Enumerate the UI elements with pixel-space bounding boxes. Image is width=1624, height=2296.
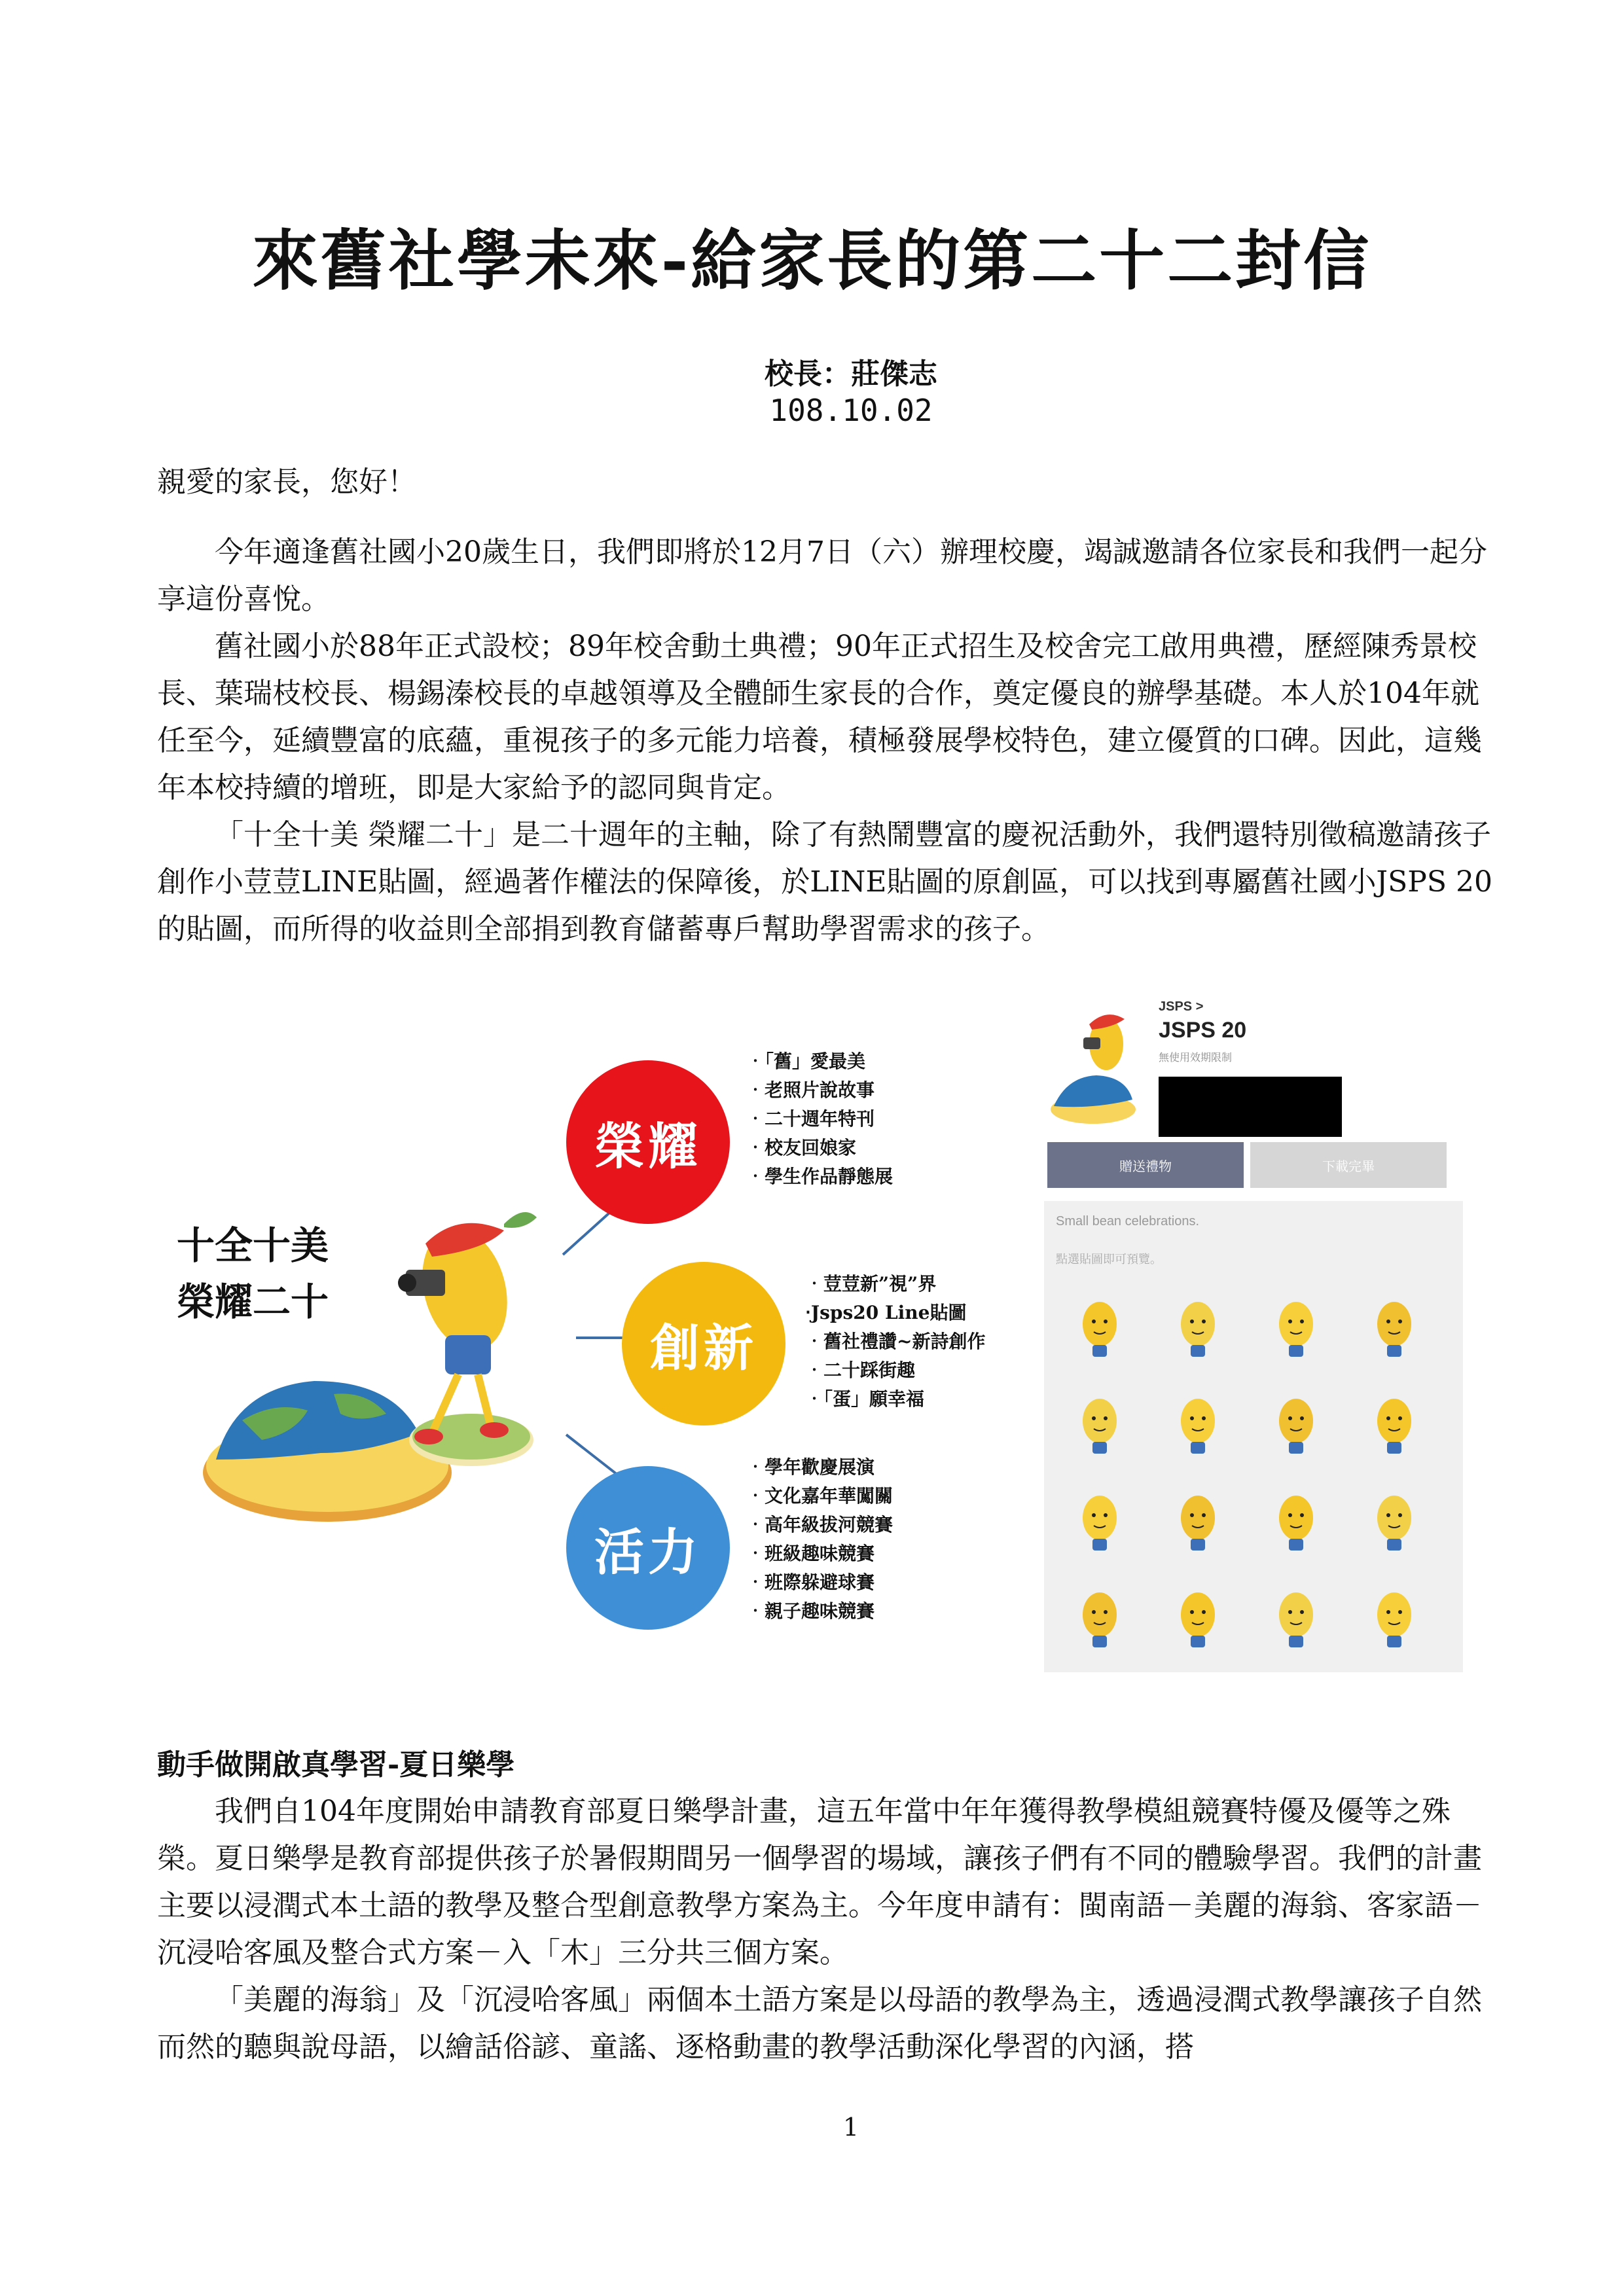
sticker-item[interactable] — [1358, 1486, 1430, 1558]
sticker-item[interactable] — [1064, 1390, 1136, 1462]
redacted-block — [1159, 1077, 1342, 1137]
sticker-validity-note: 無使用效期限制 — [1159, 1052, 1233, 1064]
innovation-activity-list — [805, 1270, 985, 1414]
sticker-item[interactable] — [1064, 1583, 1136, 1655]
slogan-line: 十全十美 — [177, 1223, 329, 1268]
list-item: ‧親子趣味競賽 — [746, 1600, 875, 1622]
sticker-set-name: JSPS 20 — [1159, 1018, 1247, 1043]
list-item: ‧「舊」愛最美 — [746, 1050, 866, 1072]
letter-date: 108.10.02 — [769, 393, 933, 428]
sticker-item[interactable] — [1162, 1390, 1234, 1462]
principal-name: 校長：莊傑志 — [765, 357, 937, 391]
sticker-item[interactable] — [1064, 1486, 1136, 1558]
document-title: 來舊社學未來-給家長的第二十二封信 — [252, 222, 1372, 299]
list-item: ‧荳荳新”視”界 — [805, 1273, 937, 1295]
sticker-item[interactable] — [1162, 1583, 1234, 1655]
sticker-item[interactable] — [1260, 1486, 1332, 1558]
page-number: 1 — [842, 2113, 859, 2142]
sticker-header — [1034, 985, 1466, 1155]
sticker-grid — [1044, 1201, 1463, 1672]
sticker-item[interactable] — [1260, 1293, 1332, 1365]
sticker-item[interactable] — [1162, 1293, 1234, 1365]
sticker-item[interactable] — [1358, 1583, 1430, 1655]
list-item: ‧舊社禮讚~新詩創作 — [805, 1331, 986, 1352]
sticker-author[interactable]: JSPS > — [1159, 999, 1204, 1014]
sticker-thumbnail — [1047, 998, 1152, 1129]
line-sticker-panel — [1034, 985, 1466, 1679]
list-item: ‧班際躲避球賽 — [746, 1571, 875, 1593]
section-heading: 動手做開啟真學習-夏日樂學 — [157, 1748, 515, 1782]
vitality-activity-list — [746, 1453, 893, 1626]
list-item: ‧老照片說故事 — [746, 1079, 875, 1101]
sticker-item[interactable] — [1260, 1390, 1332, 1462]
list-item: ‧高年級拔河競賽 — [746, 1514, 893, 1535]
list-item: ‧二十踩街趣 — [805, 1359, 916, 1381]
slogan-line: 榮耀二十 — [177, 1280, 329, 1324]
list-item: ‧Jsps20 Line貼圖 — [805, 1302, 967, 1323]
gift-button[interactable]: 贈送禮物 — [1047, 1142, 1244, 1188]
list-item: ‧二十週年特刊 — [746, 1108, 875, 1130]
list-item: ‧校友回娘家 — [746, 1137, 857, 1158]
paragraph: 「美麗的海翁」及「沉浸哈客風」兩個本土語方案是以母語的教學為主，透過浸潤式教學讓孩子自然而然的聽與說母語，以繪話俗諺、童謠、逐格動畫的教學活動深化學習的內涵，搭 — [157, 1983, 1482, 2064]
paragraph: 「十全十美 榮耀二十」是二十週年的主軸，除了有熱鬧豐富的慶祝活動外，我們還特別徵稿邀請孩子創作小荳荳LINE貼圖，經過著作權法的保障後，於LINE貼圖的原創區，可以找到專屬舊社國小JSPS 20的貼圖，而所得的收益則全部捐到教育儲蓄專戶幫助學習需求的孩子。 — [157, 818, 1492, 946]
section-body — [157, 1788, 1492, 2071]
glory-activity-list — [746, 1047, 893, 1191]
sticker-item[interactable] — [1358, 1390, 1430, 1462]
node-circle-innovation: 創新 — [622, 1262, 785, 1426]
mascot-illustration — [196, 1185, 563, 1538]
celebration-diagram — [157, 995, 1015, 1662]
greeting: 親愛的家長，您好！ — [157, 465, 416, 499]
sticker-hint: 點選貼圖即可預覽。 — [1056, 1253, 1162, 1266]
list-item: ‧學生作品靜態展 — [746, 1166, 893, 1187]
sticker-caption: Small bean celebrations. — [1056, 1214, 1200, 1229]
paragraph: 今年適逢舊社國小20歲生日，我們即將於12月7日（六）辦理校慶，竭誠邀請各位家長和我們一起分享這份喜悅。 — [157, 535, 1487, 616]
sticker-item[interactable] — [1162, 1486, 1234, 1558]
list-item: ‧「蛋」願幸福 — [805, 1388, 925, 1410]
node-circle-glory: 榮耀 — [566, 1060, 730, 1224]
node-circle-vitality: 活力 — [566, 1466, 730, 1630]
sticker-item[interactable] — [1064, 1293, 1136, 1365]
paragraph: 我們自104年度開始申請教育部夏日樂學計畫，這五年當中年年獲得教學模組競賽特優及優等之殊榮。夏日樂學是教育部提供孩子於暑假期間另一個學習的場域，讓孩子們有不同的體驗學習。我們的計畫主要以浸潤式本土語的教學及整合型創意教學方案為主。今年度申請有：閩南語－美麗的海翁、客家語－沉浸哈客風及整合式方案－入「木」三分共三個方案。 — [157, 1795, 1482, 1969]
paragraph: 舊社國小於88年正式設校；89年校舍動土典禮；90年正式招生及校舍完工啟用典禮，歷經陳秀景校長、葉瑞枝校長、楊錫溱校長的卓越領導及全體師生家長的合作，奠定優良的辦學基礎。本人於104年就任至今，延續豐富的底蘊，重視孩子的多元能力培養，積極發展學校特色，建立優質的口碑。因此，這幾年本校持續的增班，即是大家給予的認同與肯定。 — [157, 630, 1482, 804]
list-item: ‧學年歡慶展演 — [746, 1456, 875, 1478]
list-item: ‧班級趣味競賽 — [746, 1543, 875, 1564]
download-button[interactable]: 下載完畢 — [1250, 1142, 1447, 1188]
intro-body — [157, 529, 1492, 953]
list-item: ‧文化嘉年華闖關 — [746, 1485, 893, 1507]
sticker-item[interactable] — [1358, 1293, 1430, 1365]
sticker-item[interactable] — [1260, 1583, 1332, 1655]
